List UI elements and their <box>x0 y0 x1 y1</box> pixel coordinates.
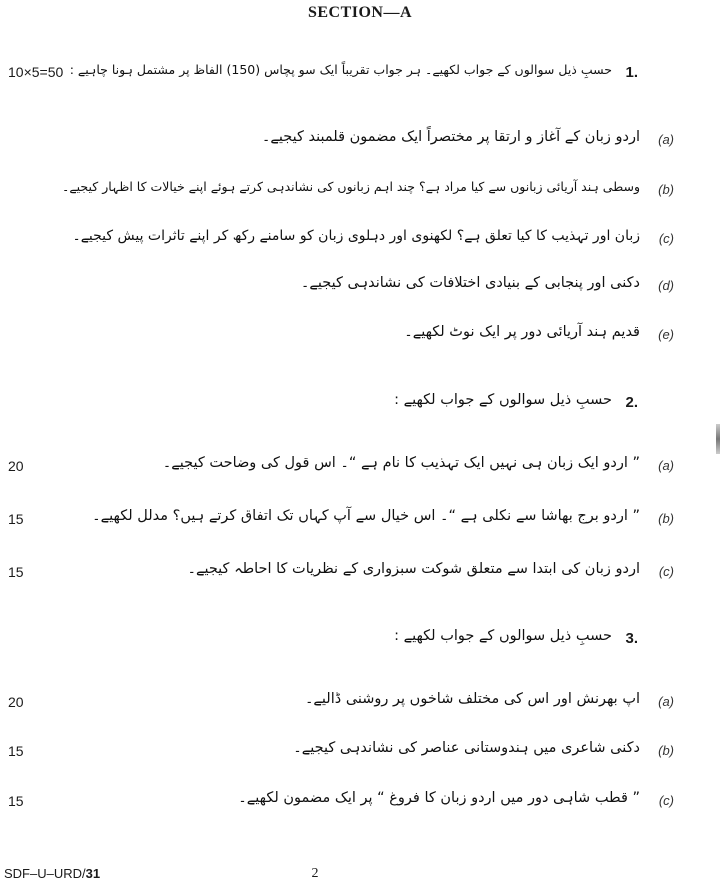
question-1b-label: (b) <box>658 182 674 197</box>
question-1a-label: (a) <box>658 132 674 147</box>
question-3a-marks: 20 <box>8 694 24 710</box>
question-1a-text: اردو زبان کے آغاز و ارتقا پر مختصراً ایک مضمون قلمبند کیجیے۔ <box>261 129 640 145</box>
question-3a-text: اپ بھرنش اور اس کی مختلف شاخوں پر روشنی ڈالیے۔ <box>304 691 640 707</box>
question-2c-marks: 15 <box>8 564 24 580</box>
question-2a-marks: 20 <box>8 458 24 474</box>
section-title: SECTION—A <box>307 4 413 21</box>
paper-code-number: 31 <box>85 866 101 881</box>
page-number: 2 <box>311 866 319 881</box>
question-2c-text: اردو زبان کی ابتدا سے متعلق شوکت سبزواری کے نظریات کا احاطہ کیجیے۔ <box>187 561 640 577</box>
scan-edge-mark <box>716 424 720 454</box>
question-3c-label: (c) <box>658 793 674 808</box>
question-2a-text: ” اردو ایک زبان ہی نہیں ایک تہذیب کا نام ہے “۔ اس قول کی وضاحت کیجیے۔ <box>162 455 640 471</box>
question-3-instruction: حسبِ ذیل سوالوں کے جواب لکھیے : <box>394 628 612 644</box>
question-2-instruction: حسبِ ذیل سوالوں کے جواب لکھیے : <box>394 392 612 408</box>
paper-code-prefix: SDF–U–URD/ <box>4 866 86 881</box>
question-3-number: 3. <box>625 630 638 647</box>
question-2-number: 2. <box>625 394 638 411</box>
question-1e-text: قدیم ہند آریائی دور پر ایک نوٹ لکھیے۔ <box>404 324 640 340</box>
question-2c-label: (c) <box>658 564 674 579</box>
question-2b-text: ” اردو برج بھاشا سے نکلی ہے “۔ اس خیال سے آپ کہاں تک اتفاق کرتے ہیں؟ مدلل لکھیے۔ <box>92 508 640 524</box>
question-3b-marks: 15 <box>8 743 24 759</box>
question-2a-label: (a) <box>658 458 674 473</box>
question-1d-text: دکنی اور پنجابی کے بنیادی اختلافات کی نشاندہی کیجیے۔ <box>300 275 640 291</box>
question-2b-marks: 15 <box>8 511 24 527</box>
question-1c-text: زبان اور تہذیب کا کیا تعلق ہے؟ لکھنوی اور دہلوی زبان کو سامنے رکھ کر اپنے تاثرات پیش کیجیے۔ <box>72 228 640 244</box>
question-3b-label: (b) <box>658 743 674 758</box>
question-1b-text: وسطی ہند آریائی زبانوں سے کیا مراد ہے؟ چند اہم زبانوں کی نشاندہی کرتے ہوئے اپنے خیالات کا اظہار کیجیے۔ <box>62 179 640 194</box>
question-3b-text: دکنی شاعری میں ہندوستانی عناصر کی نشاندہی کیجیے۔ <box>293 740 640 756</box>
question-1-marks: 10×5=50 <box>8 64 64 80</box>
question-3a-label: (a) <box>658 694 674 709</box>
question-1d-label: (d) <box>658 278 674 293</box>
question-2b-label: (b) <box>658 511 674 526</box>
question-1e-label: (e) <box>658 327 674 342</box>
question-3c-text: ” قطب شاہی دور میں اردو زبان کا فروغ “ پر ایک مضمون لکھیے۔ <box>238 790 640 806</box>
question-1-instruction: حسبِ ذیل سوالوں کے جواب لکھیے۔ ہر جواب تقریباً ایک سو پچاس (150) الفاظ پر مشتمل ہونا چاہیے : <box>69 62 612 77</box>
question-1c-label: (c) <box>658 231 674 246</box>
question-1-number: 1. <box>625 64 638 81</box>
question-3c-marks: 15 <box>8 793 24 809</box>
